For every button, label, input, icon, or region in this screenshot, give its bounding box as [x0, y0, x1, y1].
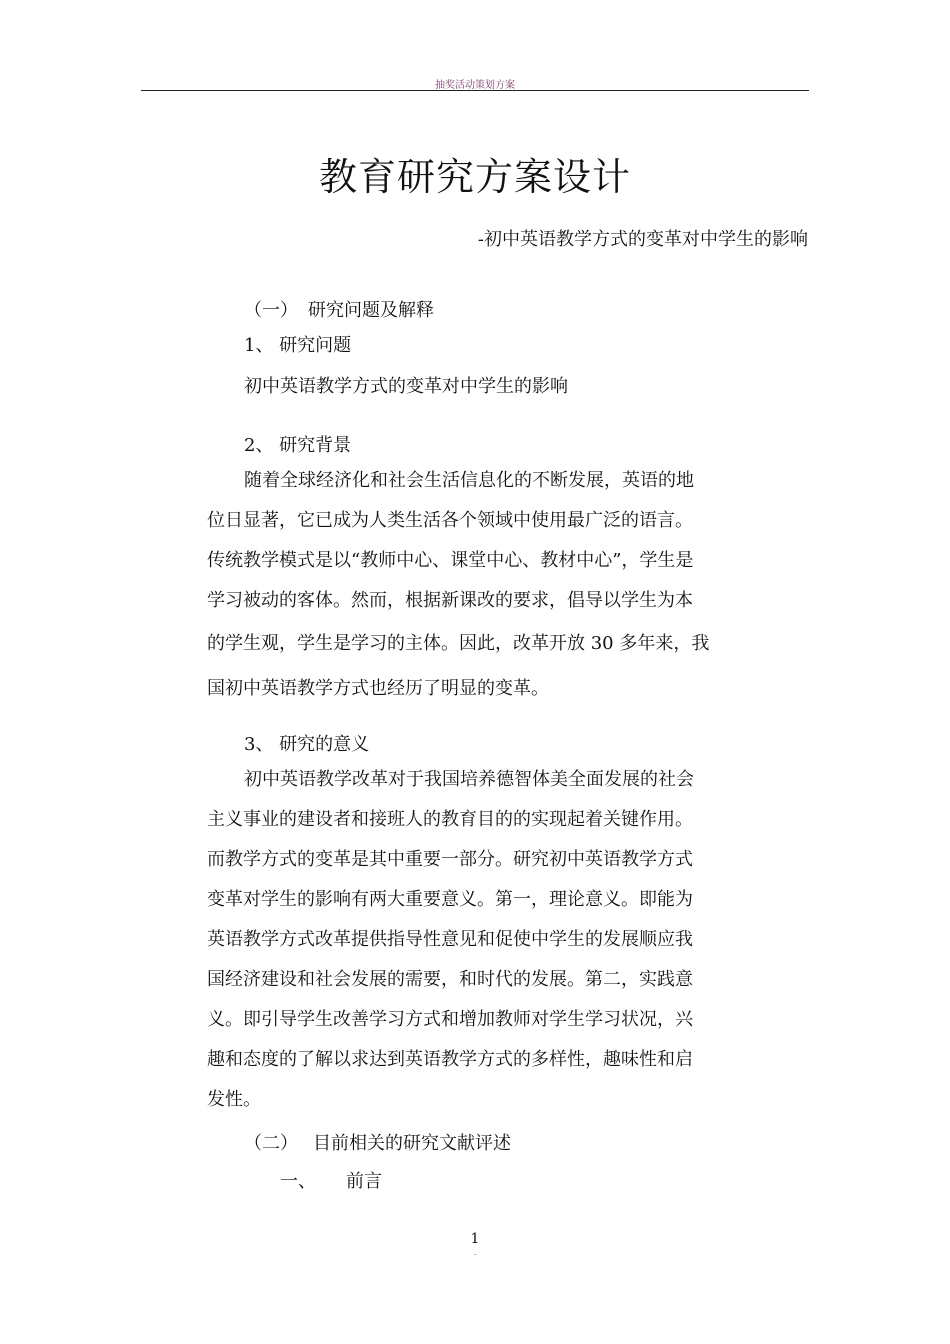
paragraph-line: 随着全球经济化和社会生活信息化的不断发展，英语的地 [244, 470, 694, 491]
section-1-number: （一） [244, 300, 298, 321]
paragraph-line: 义。即引导学生改善学习方式和增加教师对学生学习状况，兴 [207, 1009, 693, 1030]
paragraph-line: 变革对学生的影响有两大重要意义。第一，理论意义。即能为 [207, 889, 693, 910]
paragraph-line: 初中英语教学改革对于我国培养德智体美全面发展的社会 [244, 769, 694, 790]
header-divider [141, 90, 809, 91]
page-number: 1 [470, 1231, 480, 1247]
paragraph-line: 发性。 [207, 1089, 261, 1110]
paragraph-line: 国经济建设和社会发展的需要，和时代的发展。第二，实践意 [207, 969, 693, 990]
section-2-heading [244, 1129, 511, 1155]
section-2-title: 目前相关的研究文献评述 [313, 1133, 511, 1154]
document-subtitle: -初中英语教学方式的变革对中学生的影响 [477, 229, 808, 250]
section-2-number: （二） [244, 1133, 298, 1154]
subsection-1-number: 一、 [280, 1171, 316, 1192]
subsection-1-heading [280, 1167, 382, 1193]
item-2-heading: 2、 研究背景 [244, 435, 352, 456]
paragraph-line: 学习被动的客体。然而，根据新课改的要求，倡导以学生为本 [207, 590, 693, 611]
item-1-heading: 1、 研究问题 [244, 335, 352, 356]
item-3-heading: 3、 研究的意义 [244, 734, 370, 755]
paragraph-line: 英语教学方式改革提供指导性意见和促使中学生的发展顺应我 [207, 929, 693, 950]
paragraph-line: 主义事业的建设者和接班人的教育目的的实现起着关键作用。 [207, 809, 693, 830]
paragraph-line: 国初中英语教学方式也经历了明显的变革。 [207, 678, 549, 699]
paragraph-line: 的学生观，学生是学习的主体。因此，改革开放 30 多年来，我 [207, 633, 710, 654]
paragraph-line: 传统教学模式是以“教师中心、课堂中心、教材中心”，学生是 [207, 550, 694, 571]
section-1-heading [244, 296, 434, 322]
paragraph-line: 而教学方式的变革是其中重要一部分。研究初中英语教学方式 [207, 849, 693, 870]
paragraph-line: 位日显著，它已成为人类生活各个领域中使用最广泛的语言。 [207, 510, 693, 531]
item-1-text: 初中英语教学方式的变革对中学生的影响 [244, 376, 568, 397]
subsection-1-title: 前言 [346, 1171, 382, 1192]
page-number-dot: . [473, 1248, 477, 1257]
running-header: 抽奖活动策划方案 [435, 80, 515, 91]
item-2-paragraph [207, 461, 731, 711]
paragraph-line: 趣和态度的了解以求达到英语教学方式的多样性，趣味性和启 [207, 1049, 693, 1070]
section-1-title: 研究问题及解释 [308, 300, 434, 321]
item-3-paragraph [207, 760, 731, 1120]
document-title: 教育研究方案设计 [318, 155, 631, 199]
